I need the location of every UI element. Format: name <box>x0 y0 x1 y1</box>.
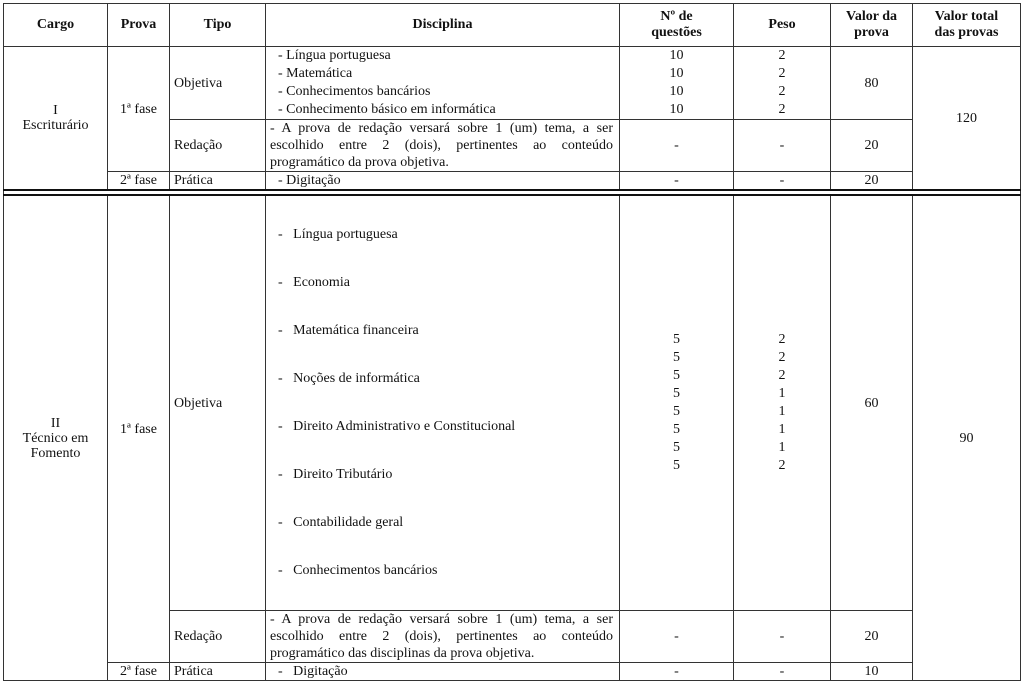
list-item: - Língua portuguesa <box>278 227 398 242</box>
header-row <box>4 4 1021 47</box>
cargo1-redacao-texto: - A prova de redação versará sobre 1 (um) tema, a ser escolhido entre 2 (dois), pertinentes ao conteúdo programático da prova objetiva. <box>266 120 620 172</box>
header-valor-total: Valor total das provas <box>913 4 1021 47</box>
cargo2-name-line2: Fomento <box>30 445 81 461</box>
peso-value: 2 <box>778 368 786 383</box>
peso-value: 1 <box>778 440 786 455</box>
questoes-value: 5 <box>673 422 680 437</box>
list-item: - Conhecimentos bancários <box>278 84 431 99</box>
header-questoes: Nº de questões <box>620 4 734 47</box>
cargo2-numeral: II <box>50 415 61 431</box>
cargo2-objetiva-disciplinas <box>266 195 620 611</box>
cargo1-pratica-row <box>4 172 1021 191</box>
list-item: - Conhecimento básico em informática <box>278 102 496 117</box>
cargo2-fase2: 2ª fase <box>108 663 170 681</box>
cargo2-pratica-disciplina: - Digitação <box>266 663 620 681</box>
peso-value: 2 <box>778 102 786 117</box>
cargo2-pratica-peso: - <box>734 663 831 681</box>
cargo1-objetiva-tipo: Objetiva <box>170 47 266 120</box>
cargo1-redacao-peso: - <box>734 120 831 172</box>
cargo1-pratica-disciplina: - Digitação <box>266 172 620 191</box>
cargo2-redacao-valor: 20 <box>831 611 913 663</box>
cargo1-objetiva-disciplinas <box>266 47 620 120</box>
cargo1-objetiva-row <box>4 47 1021 120</box>
questoes-value: 5 <box>673 332 680 347</box>
cargo1-objetiva-pesos <box>734 47 831 120</box>
header-prova: Prova <box>108 4 170 47</box>
list-item: - Matemática <box>278 66 353 81</box>
peso-value: 1 <box>778 422 786 437</box>
questoes-value: 5 <box>673 350 680 365</box>
peso-value: 1 <box>778 386 786 401</box>
cargo2-objetiva-tipo: Objetiva <box>170 195 266 611</box>
cargo1-pratica-valor: 20 <box>831 172 913 191</box>
cargo2-pratica-row <box>4 663 1021 681</box>
cargo2-pratica-valor: 10 <box>831 663 913 681</box>
peso-value: 2 <box>778 84 786 99</box>
questoes-value: 10 <box>669 66 684 81</box>
cargo1-name: Escriturário <box>22 118 89 133</box>
cargo1-name-cell <box>4 47 108 191</box>
cargo2-redacao-peso: - <box>734 611 831 663</box>
questoes-value: 10 <box>669 48 684 63</box>
cargo1-total: 120 <box>913 47 1021 191</box>
cargo2-name-cell <box>4 195 108 681</box>
list-item: - Língua portuguesa <box>278 48 391 63</box>
cargo1-fase2: 2ª fase <box>108 172 170 191</box>
cargo1-objetiva-questoes <box>620 47 734 120</box>
cargo1-redacao-tipo: Redação <box>170 120 266 172</box>
cargo1-pratica-peso: - <box>734 172 831 191</box>
cargo2-objetiva-pesos <box>734 195 831 611</box>
questoes-value: 5 <box>673 440 680 455</box>
peso-value: 2 <box>778 350 786 365</box>
list-item: - Contabilidade geral <box>278 515 404 530</box>
questoes-value: 5 <box>673 458 680 473</box>
cargo2-objetiva-questoes <box>620 195 734 611</box>
header-valor-prova: Valor da prova <box>831 4 913 47</box>
cargo2-name-line1: Técnico em <box>22 430 89 446</box>
cargo1-objetiva-valor: 80 <box>831 47 913 120</box>
cargo1-redacao-valor: 20 <box>831 120 913 172</box>
list-item: - Conhecimentos bancários <box>278 563 438 578</box>
cargo2-pratica-tipo: Prática <box>170 663 266 681</box>
header-cargo: Cargo <box>4 4 108 47</box>
exam-table <box>3 3 1021 681</box>
questoes-value: 5 <box>673 386 680 401</box>
cargo2-pratica-questoes: - <box>620 663 734 681</box>
cargo2-objetiva-valor: 60 <box>831 195 913 611</box>
peso-value: 2 <box>778 458 786 473</box>
list-item: - Direito Tributário <box>278 467 393 482</box>
list-item: - Noções de informática <box>278 371 420 386</box>
list-item: - Matemática financeira <box>278 323 419 338</box>
header-tipo: Tipo <box>170 4 266 47</box>
questoes-value: 10 <box>669 84 684 99</box>
cargo2-redacao-questoes: - <box>620 611 734 663</box>
cargo1-fase1: 1ª fase <box>108 47 170 172</box>
header-peso: Peso <box>734 4 831 47</box>
questoes-value: 5 <box>673 404 680 419</box>
cargo2-total: 90 <box>913 195 1021 681</box>
cargo1-pratica-questoes: - <box>620 172 734 191</box>
peso-value: 2 <box>778 332 786 347</box>
peso-value: 1 <box>778 404 786 419</box>
cargo2-objetiva-row <box>4 195 1021 611</box>
peso-value: 2 <box>778 66 786 81</box>
list-item: - Direito Administrativo e Constitucional <box>278 419 516 434</box>
peso-value: 2 <box>778 48 786 63</box>
questoes-value: 5 <box>673 368 680 383</box>
cargo1-redacao-questoes: - <box>620 120 734 172</box>
cargo2-redacao-texto: - A prova de redação versará sobre 1 (um) tema, a ser escolhido entre 2 (dois), pertinentes ao conteúdo programático das disciplinas da prova objetiva. <box>266 611 620 663</box>
cargo2-redacao-tipo: Redação <box>170 611 266 663</box>
list-item: - Economia <box>278 275 350 290</box>
questoes-value: 10 <box>669 102 684 117</box>
header-disciplina: Disciplina <box>266 4 620 47</box>
cargo2-fase1: 1ª fase <box>108 195 170 663</box>
cargo1-pratica-tipo: Prática <box>170 172 266 191</box>
cargo1-numeral: I <box>53 103 58 118</box>
